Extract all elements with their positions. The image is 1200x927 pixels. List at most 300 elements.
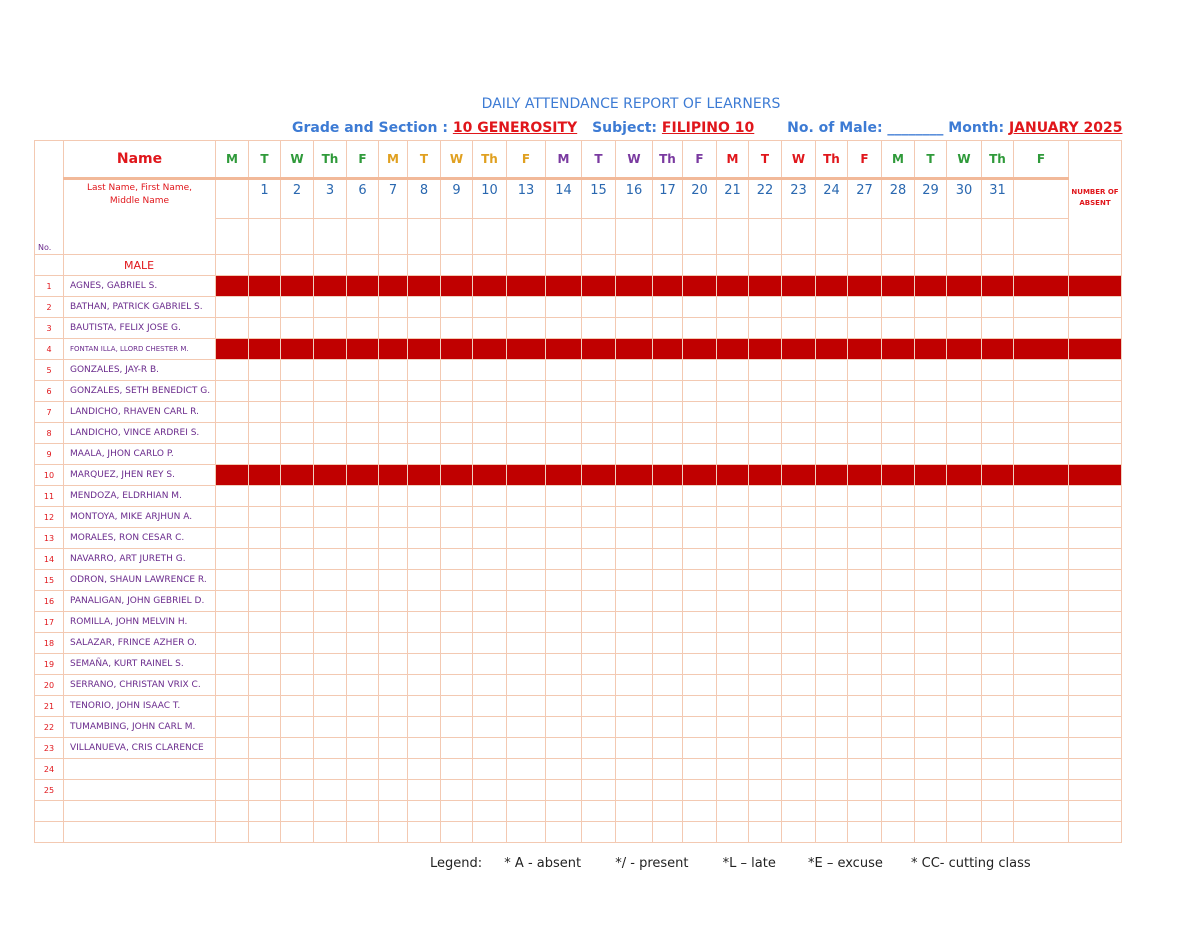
attendance-cell[interactable] <box>281 276 314 297</box>
attendance-cell[interactable] <box>507 360 546 381</box>
attendance-cell[interactable] <box>441 738 473 759</box>
attendance-cell[interactable] <box>915 717 947 738</box>
attendance-cell[interactable] <box>314 612 347 633</box>
attendance-cell[interactable] <box>507 717 546 738</box>
attendance-cell[interactable] <box>507 528 546 549</box>
attendance-cell[interactable] <box>816 654 848 675</box>
attendance-cell[interactable] <box>616 402 653 423</box>
attendance-cell[interactable] <box>314 822 347 843</box>
attendance-cell[interactable] <box>546 633 582 654</box>
attendance-cell[interactable] <box>507 801 546 822</box>
attendance-cell[interactable] <box>749 465 782 486</box>
attendance-cell[interactable] <box>249 402 281 423</box>
attendance-cell[interactable] <box>507 759 546 780</box>
attendance-cell[interactable] <box>947 696 982 717</box>
attendance-cell[interactable] <box>915 339 947 360</box>
attendance-cell[interactable] <box>408 549 441 570</box>
attendance-cell[interactable] <box>683 591 717 612</box>
attendance-cell[interactable] <box>749 633 782 654</box>
attendance-cell[interactable] <box>915 759 947 780</box>
attendance-cell[interactable] <box>347 423 379 444</box>
attendance-cell[interactable] <box>582 465 616 486</box>
attendance-cell[interactable] <box>546 444 582 465</box>
attendance-cell[interactable] <box>314 675 347 696</box>
attendance-cell[interactable] <box>347 780 379 801</box>
attendance-cell[interactable] <box>249 507 281 528</box>
attendance-cell[interactable] <box>915 633 947 654</box>
attendance-cell[interactable] <box>281 549 314 570</box>
attendance-cell[interactable] <box>1014 612 1069 633</box>
attendance-cell[interactable] <box>816 612 848 633</box>
attendance-cell[interactable] <box>582 780 616 801</box>
attendance-cell[interactable] <box>749 780 782 801</box>
attendance-cell[interactable] <box>281 717 314 738</box>
attendance-cell[interactable] <box>947 822 982 843</box>
attendance-cell[interactable] <box>546 738 582 759</box>
attendance-cell[interactable] <box>216 297 249 318</box>
attendance-cell[interactable] <box>749 822 782 843</box>
attendance-cell[interactable] <box>915 570 947 591</box>
attendance-cell[interactable] <box>347 297 379 318</box>
attendance-cell[interactable] <box>683 633 717 654</box>
attendance-cell[interactable] <box>216 570 249 591</box>
attendance-cell[interactable] <box>683 297 717 318</box>
attendance-cell[interactable] <box>915 675 947 696</box>
attendance-cell[interactable] <box>379 423 408 444</box>
attendance-cell[interactable] <box>616 276 653 297</box>
attendance-cell[interactable] <box>683 822 717 843</box>
attendance-cell[interactable] <box>749 717 782 738</box>
attendance-cell[interactable] <box>848 381 882 402</box>
attendance-cell[interactable] <box>947 612 982 633</box>
attendance-cell[interactable] <box>848 339 882 360</box>
attendance-cell[interactable] <box>816 444 848 465</box>
attendance-cell[interactable] <box>216 360 249 381</box>
attendance-cell[interactable] <box>441 465 473 486</box>
attendance-cell[interactable] <box>379 507 408 528</box>
attendance-cell[interactable] <box>473 276 507 297</box>
attendance-cell[interactable] <box>683 381 717 402</box>
attendance-cell[interactable] <box>582 738 616 759</box>
attendance-cell[interactable] <box>473 633 507 654</box>
attendance-cell[interactable] <box>915 465 947 486</box>
attendance-cell[interactable] <box>816 696 848 717</box>
attendance-cell[interactable] <box>1014 633 1069 654</box>
attendance-cell[interactable] <box>848 318 882 339</box>
attendance-cell[interactable] <box>546 402 582 423</box>
attendance-cell[interactable] <box>653 696 683 717</box>
absent-total-cell[interactable] <box>1069 318 1122 339</box>
attendance-cell[interactable] <box>1014 654 1069 675</box>
attendance-cell[interactable] <box>546 822 582 843</box>
attendance-cell[interactable] <box>347 507 379 528</box>
attendance-cell[interactable] <box>507 423 546 444</box>
attendance-cell[interactable] <box>347 633 379 654</box>
attendance-cell[interactable] <box>281 318 314 339</box>
attendance-cell[interactable] <box>782 444 816 465</box>
attendance-cell[interactable] <box>816 339 848 360</box>
attendance-cell[interactable] <box>717 780 749 801</box>
attendance-cell[interactable] <box>546 675 582 696</box>
attendance-cell[interactable] <box>473 528 507 549</box>
absent-total-cell[interactable] <box>1069 591 1122 612</box>
attendance-cell[interactable] <box>441 276 473 297</box>
attendance-cell[interactable] <box>379 402 408 423</box>
attendance-cell[interactable] <box>982 591 1014 612</box>
attendance-cell[interactable] <box>882 780 915 801</box>
attendance-cell[interactable] <box>982 780 1014 801</box>
attendance-cell[interactable] <box>982 297 1014 318</box>
attendance-cell[interactable] <box>749 549 782 570</box>
attendance-cell[interactable] <box>1014 297 1069 318</box>
attendance-cell[interactable] <box>882 717 915 738</box>
attendance-cell[interactable] <box>848 465 882 486</box>
attendance-cell[interactable] <box>347 402 379 423</box>
attendance-cell[interactable] <box>249 612 281 633</box>
attendance-cell[interactable] <box>314 297 347 318</box>
absent-total-cell[interactable] <box>1069 801 1122 822</box>
attendance-cell[interactable] <box>749 738 782 759</box>
attendance-cell[interactable] <box>546 486 582 507</box>
attendance-cell[interactable] <box>582 276 616 297</box>
attendance-cell[interactable] <box>314 780 347 801</box>
attendance-cell[interactable] <box>582 528 616 549</box>
attendance-cell[interactable] <box>1014 318 1069 339</box>
attendance-cell[interactable] <box>314 339 347 360</box>
attendance-cell[interactable] <box>408 297 441 318</box>
attendance-cell[interactable] <box>653 528 683 549</box>
attendance-cell[interactable] <box>717 654 749 675</box>
attendance-cell[interactable] <box>782 528 816 549</box>
attendance-cell[interactable] <box>546 717 582 738</box>
attendance-cell[interactable] <box>546 297 582 318</box>
attendance-cell[interactable] <box>848 297 882 318</box>
attendance-cell[interactable] <box>816 423 848 444</box>
attendance-cell[interactable] <box>816 297 848 318</box>
attendance-cell[interactable] <box>915 507 947 528</box>
attendance-cell[interactable] <box>281 381 314 402</box>
attendance-cell[interactable] <box>683 780 717 801</box>
attendance-cell[interactable] <box>347 339 379 360</box>
attendance-cell[interactable] <box>314 381 347 402</box>
attendance-cell[interactable] <box>717 360 749 381</box>
absent-total-cell[interactable] <box>1069 633 1122 654</box>
attendance-cell[interactable] <box>816 381 848 402</box>
attendance-cell[interactable] <box>616 339 653 360</box>
attendance-cell[interactable] <box>982 633 1014 654</box>
attendance-cell[interactable] <box>314 276 347 297</box>
attendance-cell[interactable] <box>947 381 982 402</box>
attendance-cell[interactable] <box>782 423 816 444</box>
attendance-cell[interactable] <box>408 423 441 444</box>
attendance-cell[interactable] <box>947 549 982 570</box>
attendance-cell[interactable] <box>1014 276 1069 297</box>
attendance-cell[interactable] <box>717 528 749 549</box>
attendance-cell[interactable] <box>782 318 816 339</box>
attendance-cell[interactable] <box>582 318 616 339</box>
attendance-cell[interactable] <box>1014 801 1069 822</box>
attendance-cell[interactable] <box>379 717 408 738</box>
attendance-cell[interactable] <box>848 444 882 465</box>
attendance-cell[interactable] <box>216 402 249 423</box>
attendance-cell[interactable] <box>717 696 749 717</box>
attendance-cell[interactable] <box>683 360 717 381</box>
attendance-cell[interactable] <box>616 801 653 822</box>
attendance-cell[interactable] <box>816 486 848 507</box>
attendance-cell[interactable] <box>915 423 947 444</box>
attendance-cell[interactable] <box>582 360 616 381</box>
attendance-cell[interactable] <box>546 612 582 633</box>
attendance-cell[interactable] <box>546 423 582 444</box>
attendance-cell[interactable] <box>882 318 915 339</box>
attendance-cell[interactable] <box>882 444 915 465</box>
attendance-cell[interactable] <box>947 801 982 822</box>
attendance-cell[interactable] <box>717 339 749 360</box>
attendance-cell[interactable] <box>507 738 546 759</box>
attendance-cell[interactable] <box>653 717 683 738</box>
attendance-cell[interactable] <box>882 822 915 843</box>
attendance-cell[interactable] <box>653 360 683 381</box>
attendance-cell[interactable] <box>616 633 653 654</box>
attendance-cell[interactable] <box>314 360 347 381</box>
attendance-cell[interactable] <box>249 801 281 822</box>
attendance-cell[interactable] <box>683 465 717 486</box>
attendance-cell[interactable] <box>379 633 408 654</box>
attendance-cell[interactable] <box>314 633 347 654</box>
attendance-cell[interactable] <box>982 486 1014 507</box>
attendance-cell[interactable] <box>683 339 717 360</box>
attendance-cell[interactable] <box>379 381 408 402</box>
attendance-cell[interactable] <box>717 549 749 570</box>
attendance-cell[interactable] <box>683 423 717 444</box>
attendance-cell[interactable] <box>653 276 683 297</box>
attendance-cell[interactable] <box>281 738 314 759</box>
attendance-cell[interactable] <box>441 507 473 528</box>
attendance-cell[interactable] <box>653 486 683 507</box>
attendance-cell[interactable] <box>347 444 379 465</box>
attendance-cell[interactable] <box>379 528 408 549</box>
attendance-cell[interactable] <box>408 444 441 465</box>
attendance-cell[interactable] <box>546 654 582 675</box>
attendance-cell[interactable] <box>249 780 281 801</box>
attendance-cell[interactable] <box>816 465 848 486</box>
absent-total-cell[interactable] <box>1069 276 1122 297</box>
attendance-cell[interactable] <box>616 759 653 780</box>
attendance-cell[interactable] <box>616 360 653 381</box>
attendance-cell[interactable] <box>347 528 379 549</box>
attendance-cell[interactable] <box>717 381 749 402</box>
attendance-cell[interactable] <box>653 549 683 570</box>
attendance-cell[interactable] <box>546 549 582 570</box>
attendance-cell[interactable] <box>749 654 782 675</box>
attendance-cell[interactable] <box>507 339 546 360</box>
absent-total-cell[interactable] <box>1069 381 1122 402</box>
attendance-cell[interactable] <box>441 444 473 465</box>
attendance-cell[interactable] <box>441 381 473 402</box>
attendance-cell[interactable] <box>982 402 1014 423</box>
attendance-cell[interactable] <box>249 570 281 591</box>
attendance-cell[interactable] <box>249 381 281 402</box>
attendance-cell[interactable] <box>314 423 347 444</box>
attendance-cell[interactable] <box>249 633 281 654</box>
attendance-cell[interactable] <box>653 444 683 465</box>
male-count-field[interactable]: No. of Male: ________ <box>787 120 944 136</box>
attendance-cell[interactable] <box>1014 486 1069 507</box>
attendance-cell[interactable] <box>947 423 982 444</box>
attendance-cell[interactable] <box>582 612 616 633</box>
attendance-cell[interactable] <box>507 654 546 675</box>
attendance-cell[interactable] <box>1014 381 1069 402</box>
attendance-cell[interactable] <box>653 423 683 444</box>
attendance-cell[interactable] <box>314 717 347 738</box>
attendance-cell[interactable] <box>314 528 347 549</box>
absent-total-cell[interactable] <box>1069 528 1122 549</box>
attendance-cell[interactable] <box>347 360 379 381</box>
attendance-cell[interactable] <box>982 549 1014 570</box>
attendance-cell[interactable] <box>717 570 749 591</box>
attendance-cell[interactable] <box>882 276 915 297</box>
attendance-cell[interactable] <box>314 759 347 780</box>
attendance-cell[interactable] <box>782 717 816 738</box>
attendance-cell[interactable] <box>882 297 915 318</box>
attendance-cell[interactable] <box>915 276 947 297</box>
attendance-cell[interactable] <box>749 381 782 402</box>
attendance-cell[interactable] <box>947 780 982 801</box>
attendance-cell[interactable] <box>982 717 1014 738</box>
attendance-cell[interactable] <box>441 591 473 612</box>
attendance-cell[interactable] <box>507 402 546 423</box>
attendance-cell[interactable] <box>249 423 281 444</box>
attendance-cell[interactable] <box>441 570 473 591</box>
attendance-cell[interactable] <box>281 822 314 843</box>
attendance-cell[interactable] <box>915 318 947 339</box>
attendance-cell[interactable] <box>216 717 249 738</box>
attendance-cell[interactable] <box>507 465 546 486</box>
attendance-cell[interactable] <box>1014 528 1069 549</box>
attendance-cell[interactable] <box>582 633 616 654</box>
attendance-cell[interactable] <box>782 339 816 360</box>
absent-total-cell[interactable] <box>1069 696 1122 717</box>
attendance-cell[interactable] <box>982 759 1014 780</box>
attendance-cell[interactable] <box>782 738 816 759</box>
attendance-cell[interactable] <box>546 360 582 381</box>
attendance-cell[interactable] <box>749 339 782 360</box>
attendance-cell[interactable] <box>882 486 915 507</box>
attendance-cell[interactable] <box>717 759 749 780</box>
attendance-cell[interactable] <box>249 318 281 339</box>
attendance-cell[interactable] <box>249 822 281 843</box>
attendance-cell[interactable] <box>507 822 546 843</box>
attendance-cell[interactable] <box>314 444 347 465</box>
attendance-cell[interactable] <box>473 612 507 633</box>
attendance-cell[interactable] <box>408 759 441 780</box>
attendance-cell[interactable] <box>683 318 717 339</box>
attendance-cell[interactable] <box>379 654 408 675</box>
attendance-cell[interactable] <box>982 318 1014 339</box>
attendance-cell[interactable] <box>616 318 653 339</box>
attendance-cell[interactable] <box>749 486 782 507</box>
attendance-cell[interactable] <box>379 276 408 297</box>
attendance-cell[interactable] <box>1014 465 1069 486</box>
attendance-cell[interactable] <box>216 780 249 801</box>
absent-total-cell[interactable] <box>1069 423 1122 444</box>
attendance-cell[interactable] <box>947 738 982 759</box>
attendance-cell[interactable] <box>473 381 507 402</box>
attendance-cell[interactable] <box>473 822 507 843</box>
attendance-cell[interactable] <box>915 780 947 801</box>
attendance-cell[interactable] <box>379 549 408 570</box>
attendance-cell[interactable] <box>882 759 915 780</box>
attendance-cell[interactable] <box>816 528 848 549</box>
attendance-cell[interactable] <box>848 423 882 444</box>
attendance-cell[interactable] <box>1014 444 1069 465</box>
attendance-cell[interactable] <box>782 402 816 423</box>
attendance-cell[interactable] <box>314 591 347 612</box>
attendance-cell[interactable] <box>653 507 683 528</box>
attendance-cell[interactable] <box>1014 759 1069 780</box>
attendance-cell[interactable] <box>408 675 441 696</box>
attendance-cell[interactable] <box>546 570 582 591</box>
attendance-cell[interactable] <box>281 507 314 528</box>
attendance-cell[interactable] <box>683 276 717 297</box>
attendance-cell[interactable] <box>546 318 582 339</box>
attendance-cell[interactable] <box>379 486 408 507</box>
attendance-cell[interactable] <box>473 402 507 423</box>
attendance-cell[interactable] <box>249 675 281 696</box>
attendance-cell[interactable] <box>281 423 314 444</box>
attendance-cell[interactable] <box>408 486 441 507</box>
attendance-cell[interactable] <box>347 318 379 339</box>
attendance-cell[interactable] <box>848 612 882 633</box>
attendance-cell[interactable] <box>249 486 281 507</box>
attendance-cell[interactable] <box>347 570 379 591</box>
attendance-cell[interactable] <box>347 759 379 780</box>
attendance-cell[interactable] <box>749 570 782 591</box>
attendance-cell[interactable] <box>216 276 249 297</box>
attendance-cell[interactable] <box>281 612 314 633</box>
attendance-cell[interactable] <box>653 738 683 759</box>
attendance-cell[interactable] <box>717 738 749 759</box>
attendance-cell[interactable] <box>749 444 782 465</box>
attendance-cell[interactable] <box>507 612 546 633</box>
attendance-cell[interactable] <box>582 486 616 507</box>
attendance-cell[interactable] <box>717 507 749 528</box>
absent-total-cell[interactable] <box>1069 822 1122 843</box>
attendance-cell[interactable] <box>882 633 915 654</box>
attendance-cell[interactable] <box>982 444 1014 465</box>
attendance-cell[interactable] <box>947 444 982 465</box>
attendance-cell[interactable] <box>882 570 915 591</box>
attendance-cell[interactable] <box>782 675 816 696</box>
attendance-cell[interactable] <box>848 759 882 780</box>
attendance-cell[interactable] <box>816 717 848 738</box>
attendance-cell[interactable] <box>717 612 749 633</box>
attendance-cell[interactable] <box>408 633 441 654</box>
attendance-cell[interactable] <box>782 759 816 780</box>
attendance-cell[interactable] <box>347 549 379 570</box>
attendance-cell[interactable] <box>347 486 379 507</box>
attendance-cell[interactable] <box>653 780 683 801</box>
attendance-cell[interactable] <box>216 444 249 465</box>
attendance-cell[interactable] <box>848 654 882 675</box>
attendance-cell[interactable] <box>582 444 616 465</box>
attendance-cell[interactable] <box>683 738 717 759</box>
attendance-cell[interactable] <box>441 612 473 633</box>
attendance-cell[interactable] <box>546 696 582 717</box>
attendance-cell[interactable] <box>546 528 582 549</box>
attendance-cell[interactable] <box>216 675 249 696</box>
attendance-cell[interactable] <box>1014 507 1069 528</box>
